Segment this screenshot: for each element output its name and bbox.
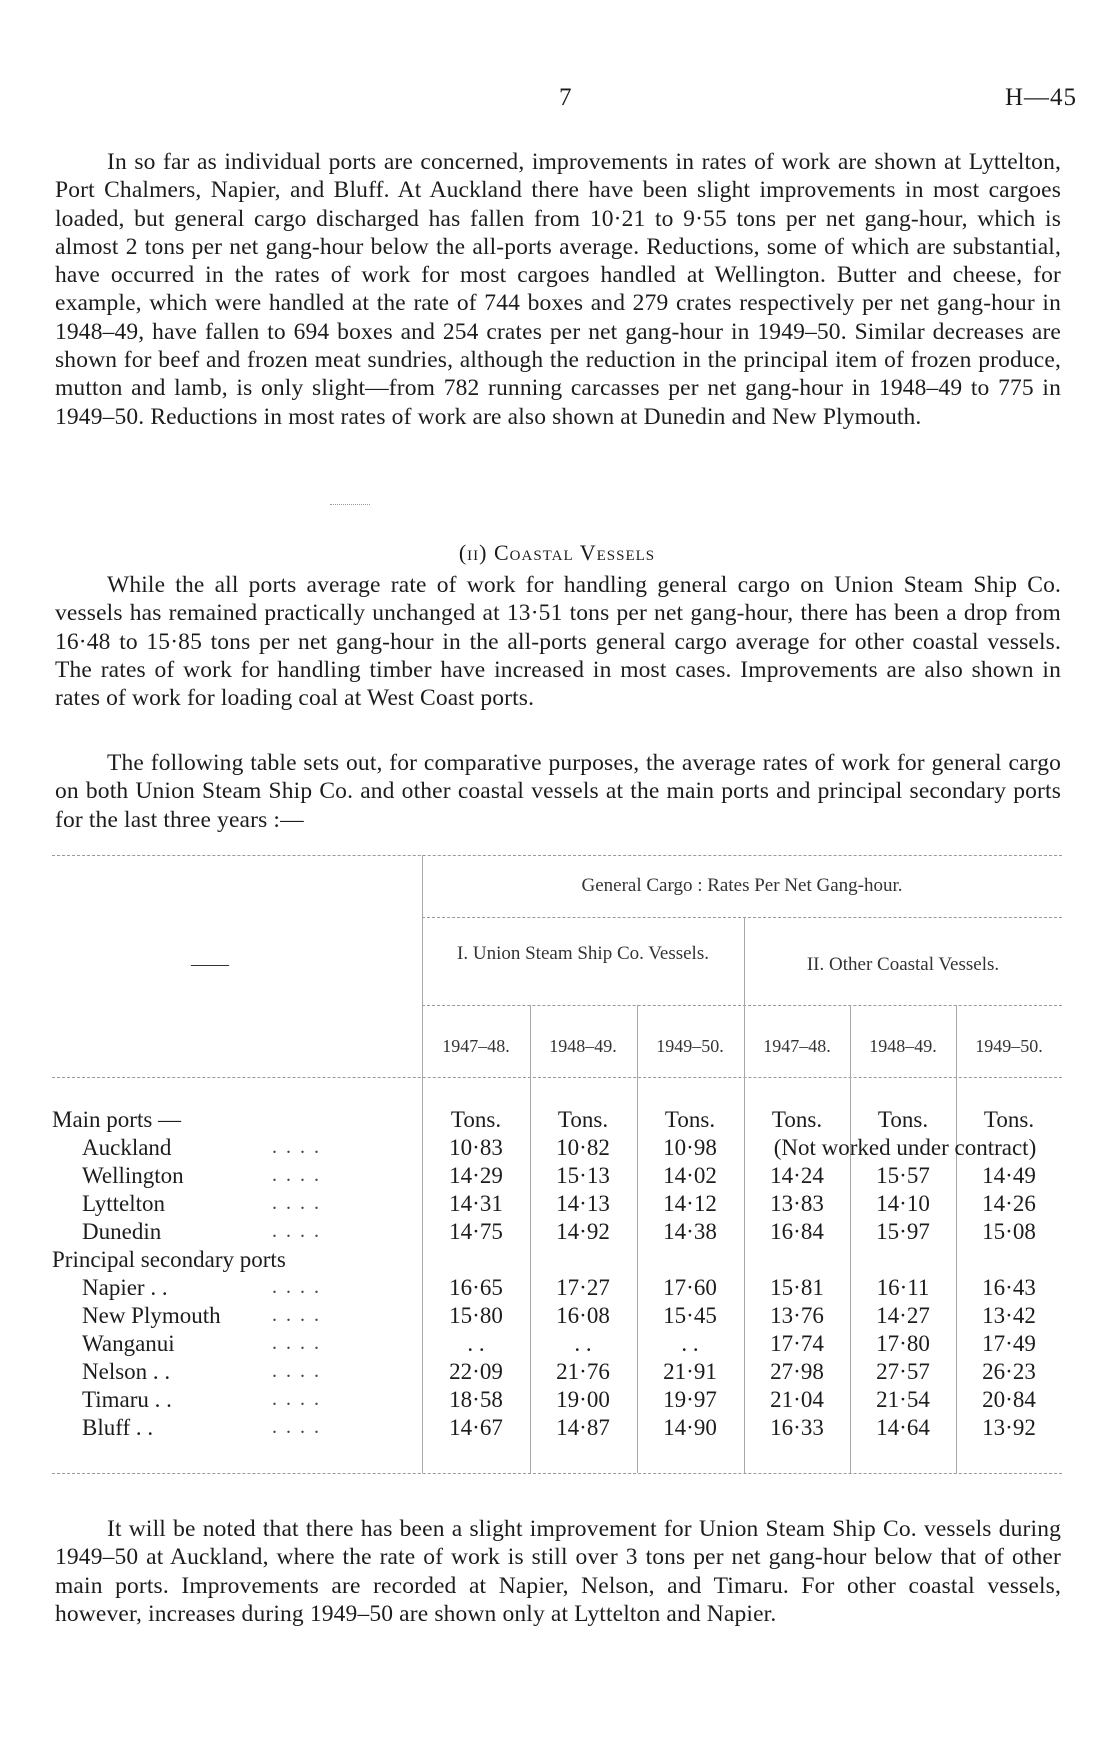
table-cell: 16·84 — [770, 1219, 824, 1244]
table-cell: 14·90 — [663, 1415, 717, 1440]
unit-label: Tons. — [450, 1107, 502, 1132]
group-header-other: II. Other Coastal Vessels. — [806, 954, 1000, 975]
table-cell: 17·27 — [556, 1275, 610, 1300]
table-cell: 15·13 — [556, 1163, 610, 1188]
paragraph-table-intro: The following table sets out, for comparative purposes, the average rates of work for general cargo on both Union Steam Ship Co. and other coastal vessels at the main ports and principal secondary ports for the last three years :— — [55, 750, 1061, 833]
header-rule — [422, 917, 1062, 918]
table-cell: 14·10 — [876, 1191, 930, 1216]
table-note: (Not worked under contract) — [773, 1135, 1037, 1160]
dot-leaders: . . . . — [272, 1276, 321, 1298]
table-cell: 14·92 — [556, 1219, 610, 1244]
table-cell: 17·60 — [663, 1275, 717, 1300]
port-name: Napier . . — [82, 1275, 168, 1300]
dot-leaders: . . . . — [272, 1136, 321, 1158]
table-cell: 13·76 — [770, 1303, 824, 1328]
table-cell: 14·64 — [876, 1415, 930, 1440]
table-cell: 16·65 — [449, 1275, 503, 1300]
dot-leaders: . . . . — [272, 1220, 321, 1242]
document-reference: H—45 — [1005, 84, 1078, 111]
table-cell: 14·75 — [449, 1219, 503, 1244]
table-cell: 14·49 — [982, 1163, 1036, 1188]
port-name: Auckland — [82, 1135, 172, 1160]
table-cell: 21·04 — [770, 1387, 824, 1412]
table-cell: 16·08 — [556, 1303, 610, 1328]
table-cell: 10·98 — [663, 1135, 717, 1160]
port-name: New Plymouth — [82, 1303, 221, 1328]
paragraph-ports: In so far as individual ports are concerned, improvements in rates of work are shown at Lyttelton, Port Chalmers, Napier, and Bluff. At Auckland there have been slight improvements in most cargoes loaded, but general cargo discharged has fallen from 10·21 to 9·55 tons per net gang-hour, which is almost 2 tons per net gang-hour below the all-ports average. Reductions, some of which are substantial, have occurred in the rates of work for most cargoes handled at Wellington. Butter and cheese, for example, which were handled at the rate of 744 boxes and 279 crates respectively per net gang-hour in 1948–49, have fallen to 694 boxes and 254 crates per net gang-hour in 1949–50. Similar decreases are shown for beef and frozen meat sundries, although the reduction in the principal item of frozen produce, mutton and lamb, is only slight—from 782 running carcasses per net gang-hour in 1948–49 to 775 in 1949–50. Reductions in most rates of work are also shown at Dunedin and New Plymouth. — [55, 149, 1061, 430]
port-name: Bluff . . — [82, 1415, 154, 1440]
unit-label: Tons. — [557, 1107, 609, 1132]
table-cell: 27·98 — [770, 1359, 824, 1384]
year-header: 1948–49. — [549, 1036, 617, 1056]
table-cell: 13·92 — [982, 1415, 1036, 1440]
table-cell: 15·97 — [876, 1219, 930, 1244]
table-cell: 10·82 — [556, 1135, 610, 1160]
year-header: 1949–50. — [656, 1036, 724, 1056]
year-header: 1949–50. — [975, 1036, 1043, 1056]
table-cell: 17·74 — [770, 1331, 824, 1356]
unit-label: Tons. — [664, 1107, 716, 1132]
table-cell: 14·31 — [449, 1191, 503, 1216]
port-name: Lyttelton — [82, 1191, 166, 1216]
paragraph-coastal: While the all ports average rate of work for handling general cargo on Union Steam Ship Co. vessels has remained practically unchanged at 13·51 tons per net gang-hour, there has been a drop from 16·48 to 15·85 tons per net gang-hour in the all-ports general cargo average for other coastal vessels. The rates of work for handling timber have increased in most cases. Improvements are also shown in rates of work for loading coal at West Coast ports. — [55, 572, 1061, 712]
table-cell: 14·12 — [663, 1191, 717, 1216]
table-cell: 17·80 — [876, 1331, 930, 1356]
table-cell: 13·83 — [770, 1191, 824, 1216]
table-cell: 15·57 — [876, 1163, 930, 1188]
year-header: 1948–49. — [869, 1036, 937, 1056]
group-rule — [422, 1005, 1062, 1006]
divider — [330, 504, 370, 505]
port-name: Wellington — [82, 1163, 184, 1188]
dot-leaders: . . . . — [272, 1416, 321, 1438]
unit-label: Tons. — [983, 1107, 1035, 1132]
table-cell: . . — [574, 1331, 592, 1356]
port-name: Nelson . . — [82, 1359, 171, 1384]
table-cell: 15·45 — [663, 1303, 717, 1328]
group-label-main-ports: Main ports — — [52, 1107, 182, 1132]
table-top-rule — [52, 855, 1062, 856]
table-cell: 26·23 — [982, 1359, 1036, 1384]
table-cell: 14·29 — [449, 1163, 503, 1188]
table-cell: 14·38 — [663, 1219, 717, 1244]
table-cell: 18·58 — [449, 1387, 503, 1412]
table-cell: 27·57 — [876, 1359, 930, 1384]
dot-leaders: . . . . — [272, 1360, 321, 1382]
table-cell: 14·26 — [982, 1191, 1036, 1216]
year-header: 1947–48. — [763, 1036, 831, 1056]
table-cell: 16·43 — [982, 1275, 1036, 1300]
table-cell: 21·54 — [876, 1387, 930, 1412]
table-cell: 21·76 — [556, 1359, 610, 1384]
table-cell: 14·67 — [449, 1415, 503, 1440]
table-cell: 16·11 — [876, 1275, 930, 1300]
dot-leaders: . . . . — [272, 1304, 321, 1326]
dot-leaders: . . . . — [272, 1192, 321, 1214]
table-cell: 17·49 — [982, 1331, 1036, 1356]
port-name: Wanganui — [82, 1331, 175, 1356]
table-cell: 20·84 — [982, 1387, 1036, 1412]
port-name: Dunedin — [82, 1219, 162, 1244]
table-cell: 15·08 — [982, 1219, 1036, 1244]
table-cell: 14·27 — [876, 1303, 930, 1328]
dot-leaders: . . . . — [272, 1332, 321, 1354]
table-bottom-rule — [52, 1473, 1062, 1474]
year-header: 1947–48. — [442, 1036, 510, 1056]
table-cell: 14·87 — [556, 1415, 610, 1440]
table-cell: 14·02 — [663, 1163, 717, 1188]
table-cell: 15·81 — [770, 1275, 824, 1300]
years-rule — [52, 1077, 1062, 1078]
table-cell: 14·13 — [556, 1191, 610, 1216]
table-cell: 13·42 — [982, 1303, 1036, 1328]
dot-leaders: . . . . — [272, 1164, 321, 1186]
table-cell: 15·80 — [449, 1303, 503, 1328]
table-main-header: General Cargo : Rates Per Net Gang-hour. — [581, 875, 903, 896]
table-cell: 19·97 — [663, 1387, 717, 1412]
stub-header: —— — [191, 954, 229, 975]
table-cell: . . — [681, 1331, 699, 1356]
group-label-secondary-ports: Principal secondary ports — [52, 1247, 286, 1272]
port-name: Timaru . . — [82, 1387, 172, 1412]
paragraph-conclusion: It will be noted that there has been a slight improvement for Union Steam Ship Co. vessels during 1949–50 at Auckland, where the rate of work is still over 3 tons per net gang-hour below that of other main ports. Improvements are recorded at Napier, Nelson, and Timaru. For other coastal vessels, however, increases during 1949–50 are shown only at Lyttelton and Napier. — [55, 1516, 1061, 1627]
unit-label: Tons. — [877, 1107, 929, 1132]
dot-leaders: . . . . — [272, 1388, 321, 1410]
table-cell: . . — [467, 1331, 485, 1356]
section-heading: (ii) Coastal Vessels — [458, 540, 656, 565]
page-number: 7 — [559, 84, 572, 111]
group-header-union: I. Union Steam Ship Co. Vessels. — [457, 943, 709, 964]
unit-label: Tons. — [771, 1107, 823, 1132]
table-cell: 10·83 — [449, 1135, 503, 1160]
table-cell: 19·00 — [556, 1387, 610, 1412]
table-cell: 14·24 — [770, 1163, 824, 1188]
table-cell: 22·09 — [449, 1359, 503, 1384]
table-cell: 16·33 — [770, 1415, 824, 1440]
table-cell: 21·91 — [663, 1359, 717, 1384]
